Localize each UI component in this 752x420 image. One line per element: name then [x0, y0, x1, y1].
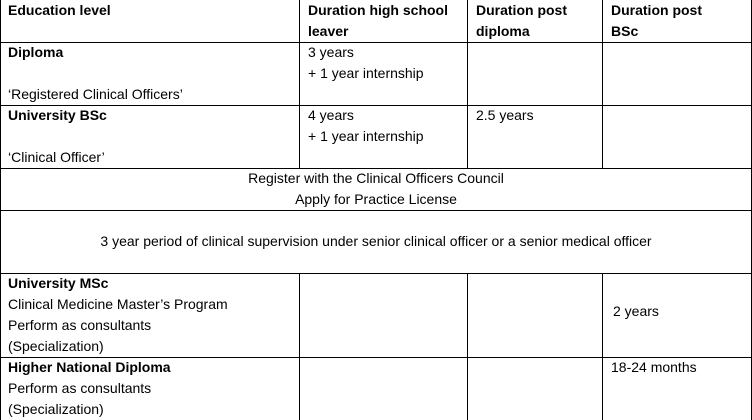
diploma-title: ‘Registered Clinical Officers’ — [8, 86, 183, 102]
bsc-title: ‘Clinical Officer’ — [8, 149, 105, 165]
diploma-high-school-duration: 3 years + 1 year internship — [308, 44, 424, 81]
register-row: Register with the Clinical Officers Council Apply for Practice License — [248, 170, 504, 207]
header-duration-post-bsc: Duration post BSc — [611, 2, 702, 39]
column-border — [602, 0, 603, 168]
bsc-post-diploma-duration: 2.5 years — [476, 107, 534, 123]
column-border — [602, 273, 603, 420]
msc-name: University MSc — [8, 275, 109, 291]
hnd-name: Higher National Diploma — [8, 359, 171, 375]
diploma-name: Diploma — [8, 44, 64, 60]
hnd-cell: Higher National Diploma Perform as consultants (Specialization) — [8, 359, 171, 417]
header-education-level: Education level — [8, 2, 111, 18]
bsc-name: University BSc — [8, 107, 107, 123]
bsc-cell — [8, 105, 107, 168]
hnd-post-bsc-duration: 18-24 months — [611, 359, 697, 375]
column-border — [299, 273, 300, 420]
column-border — [467, 273, 468, 420]
header-duration-post-diploma: Duration post diploma — [476, 2, 567, 39]
table-border-left — [0, 0, 1, 420]
column-border — [299, 0, 300, 168]
diploma-cell — [8, 42, 183, 105]
row-border — [0, 210, 752, 211]
header-duration-high-school-leaver: Duration high school leaver — [308, 2, 448, 39]
column-border — [467, 0, 468, 168]
bsc-high-school-duration: 4 years + 1 year internship — [308, 107, 424, 144]
supervision-row: 3 year period of clinical supervision under senior clinical officer or a senior medical officer — [100, 233, 652, 249]
msc-cell: University MSc Clinical Medicine Master’s Program Perform as consultants (Specialization) — [8, 275, 228, 354]
msc-post-bsc-duration: 2 years — [613, 303, 659, 319]
